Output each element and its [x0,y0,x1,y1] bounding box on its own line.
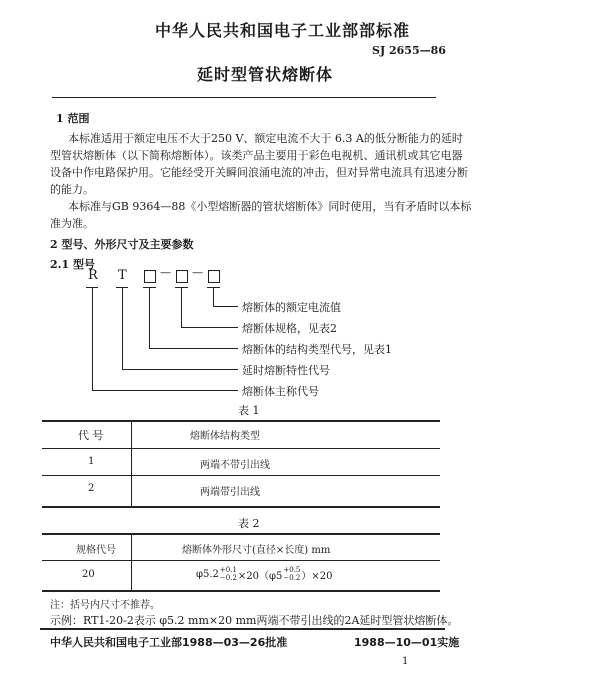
section-1-line: 本标准适用于额定电压不大于250 V、额定电流不大于 6.3 A的低分断能力的延时 [68,132,463,145]
section-1-heading: 1 范围 [56,112,90,125]
table-row: 2 [88,483,95,494]
table-1-row-rule [42,475,440,476]
model-dash: — [160,266,171,279]
leader-structure [149,348,238,349]
table-row: 20 [82,569,95,580]
table-2-title: 表 2 [238,517,260,530]
table-2-bottom-rule [42,590,440,592]
leader-delay [122,287,123,369]
table-1-column-divider [131,421,132,507]
table-2-header-dimensions: 熔断体外形尺寸(直径×长度) mm [182,545,331,556]
tolerance-1 [220,566,237,582]
model-label-current: 熔断体的额定电流值 [242,301,341,314]
model-label-structure: 熔断体的结构类型代号，见表1 [242,343,392,356]
tolerance-2 [283,566,300,582]
table-note: 注：括号内尺寸不推荐。 [50,600,160,611]
model-label-delay: 延时熔断特性代号 [242,364,330,377]
document-title: 延时型管状熔断体 [197,65,334,84]
leader-main [92,390,238,391]
table-row: 1 [88,456,95,467]
section-1-line: 准为准。 [50,217,94,230]
dimension-formula [196,562,332,586]
table-2-header-rule [42,560,440,561]
model-box-current [208,270,220,283]
tolerance-upper: +0.1 [219,566,237,574]
section-2-1-heading: 2.1 型号 [50,258,95,271]
table-1-header-code: 代 号 [78,429,104,442]
model-box-structure [144,270,156,283]
table-1-title: 表 1 [238,404,260,417]
table-1-top-rule [42,420,440,422]
header-divider [52,97,436,98]
section-1-line: 本标准与GB 9364—88《小型熔断器的管状熔断体》同时使用，当有矛盾时以本标 [68,200,472,213]
leader-delay [122,369,238,370]
table-1-bottom-rule [42,506,440,508]
model-label-spec: 熔断体规格，见表2 [242,322,337,335]
model-letter-t: T [118,268,127,283]
section-1-line: 设备中作电路保护用。它能经受开关瞬间浪涌电流的冲击，但对异常电流具有迅速分断 [50,166,468,179]
leader-spec [181,287,182,327]
model-label-main: 熔断体主称代号 [242,385,319,398]
table-row: 两端带引出线 [200,487,260,498]
table-1-header-type: 熔断体结构类型 [190,431,260,442]
model-box-spec [176,270,188,283]
dimension-diameter: φ5.2 [196,568,219,580]
table-1-header-rule [42,448,440,449]
section-1-line: 型管状熔断体（以下简称熔断体）。该类产品主要用于彩色电视机、通讯机或其它电器 [50,149,463,162]
org-title: 中华人民共和国电子工业部部标准 [155,21,411,40]
leader-current [213,306,238,307]
leader-structure [149,287,150,348]
tolerance-lower: −0.2 [283,574,301,582]
page-number: 1 [402,656,409,667]
tolerance-upper: +0.5 [283,566,301,574]
tolerance-lower: −0.2 [219,574,237,582]
example-note: 示例：RT1-20-2表示 φ5.2 mm×20 mm两端不带引出线的2A延时型管状熔断体。 [50,614,459,627]
model-dash: — [192,266,203,279]
table-row: 两端不带引出线 [200,460,270,471]
model-letter-r: R [88,268,98,283]
section-1-line: 的能力。 [50,183,94,196]
table-2-column-divider [131,534,132,590]
leader-main [92,287,93,390]
approval-line: 中华人民共和国电子工业部1988—03—26批准 [50,636,288,649]
section-2-heading: 2 型号、外形尺寸及主要参数 [50,238,194,251]
dimension-end: ）×20 [301,570,333,582]
leader-spec [181,327,238,328]
standard-number: SJ 2655—86 [372,44,446,57]
footer-rule [40,628,445,630]
effective-date: 1988—10—01实施 [354,636,460,649]
dimension-middle: ×20（φ5 [237,570,283,582]
leader-current [213,287,214,306]
table-2-top-rule [42,533,440,535]
table-2-header-code: 规格代号 [76,545,116,556]
